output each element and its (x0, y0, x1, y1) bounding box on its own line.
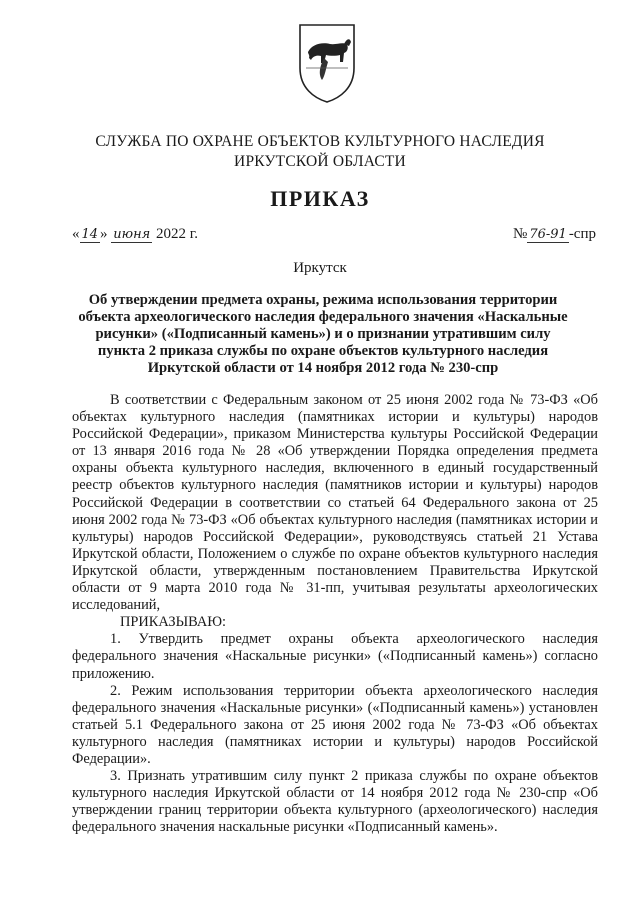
number-suffix: -спр (568, 226, 596, 242)
subject-line-4: пункта 2 приказа службы по охране объектов культурного наследия (97, 343, 549, 359)
city-name: Иркутск (293, 260, 347, 276)
order-subject (76, 292, 570, 377)
order-item-1: 1. Утвердить предмет охраны объекта археологического наследия федерального значения «Наскальные рисунки» («Подписанный камень») согласно приложению. (72, 631, 598, 682)
date-open-quote: « (72, 226, 80, 242)
order-body (72, 392, 598, 836)
date-close-quote: » (100, 226, 108, 242)
number-value: 76-91 (529, 227, 567, 242)
subject-line-3: рисунки» («Подписанный камень») и о признании утратившим силу (95, 326, 551, 342)
order-date (72, 226, 198, 243)
number-prefix: № (513, 226, 528, 242)
subject-line-2: объекта археологического наследия федерального значения «Наскальные (78, 309, 568, 325)
coat-of-arms-icon (296, 22, 358, 104)
order-item-3: 3. Признать утратившим силу пункт 2 приказа службы по охране объектов культурного наследия Иркутской области от 14 ноября 2012 года № 230-спр «Об утверждении границ территории объекта культурного (археологического) наследия федерального значения наскальные рисунки «Подписанный камень». (72, 768, 598, 836)
agency-line-1: СЛУЖБА ПО ОХРАНЕ ОБЪЕКТОВ КУЛЬТУРНОГО НАСЛЕДИЯ (95, 133, 545, 150)
subject-line-1: Об утверждении предмета охраны, режима использования территории (88, 292, 558, 308)
date-year: 2022 г. (156, 226, 199, 242)
order-item-2: 2. Режим использования территории объекта археологического наследия федерального значения «Наскальные рисунки» («Подписанный камень») установлен статьей 5.1 Федерального закона от 25 июня 2002 года № 73-ФЗ «Об объектах культурного наследия (памятниках истории и культуры) народов Российской Федерации». (72, 682, 598, 767)
order-number (513, 226, 596, 243)
agency-name (60, 132, 580, 172)
subject-line-5: Иркутской области от 14 ноября 2012 года № 230-спр (147, 360, 499, 376)
preamble-paragraph: В соответствии с Федеральным законом от 25 июня 2002 года № 73-ФЗ «Об объектах культурного наследия (памятниках истории и культуры) народов Российской Федерации», приказом Министерства культуры Российской Федерации от 13 января 2016 года № 28 «Об утверждении Порядка определения предмета охраны объекта культурного наследия, включенного в единый государственный реестр объектов культурного наследия (памятников истории и культуры) народов Российской Федерации в соответствии со статьей 64 Федерального закона от 25 июня 2002 года № 73-ФЗ «Об объектах культурного наследия (памятниках истории и культуры) народов Российской Федерации», руководствуясь статьей 21 Устава Иркутской области, Положением о службе по охране объектов культурного наследия Иркутской области, утвержденным постановлением Правительства Иркутской области от 9 марта 2010 года № 31-пп, учитывая результаты археологических исследований, (72, 392, 598, 614)
document-type-title: ПРИКАЗ (270, 186, 370, 211)
date-day: 14 (81, 227, 99, 242)
order-word: ПРИКАЗЫВАЮ: (120, 614, 227, 631)
agency-line-2: ИРКУТСКОЙ ОБЛАСТИ (234, 153, 406, 170)
date-month: июня (113, 227, 151, 242)
